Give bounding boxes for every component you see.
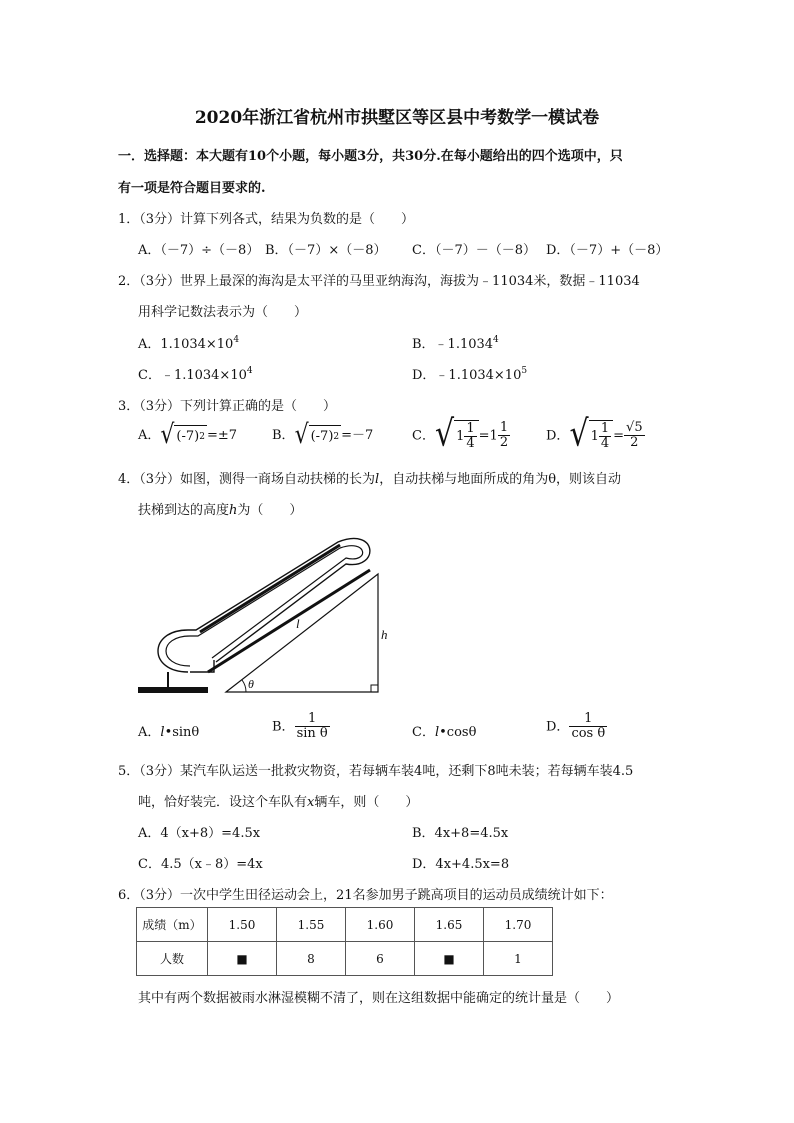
q2-b-exp: 4 [493,335,499,345]
table-cell: 1 [484,942,553,976]
q3-b-radicand: (-7) [310,429,334,444]
q3-a-rhs: =±7 [206,428,238,443]
q3-option-b [272,419,374,450]
angle-arc [242,680,246,692]
q4-stem1-a: 4．（3分）如图，测得一商场自动扶梯的长为 [118,472,376,487]
q3-d-eq: = [613,428,625,444]
q4-b-label: B． [272,719,295,735]
q2-a-exp: 4 [233,335,240,345]
q4-stem2-b: 为（ ） [237,503,303,518]
handrail-inner [166,546,363,666]
q4-option-a [138,721,199,740]
section-header-line2: 有一项是符合题目要求的. [118,181,266,196]
q1-option-b: B．（－7）×（－8） [265,243,387,258]
q4-option-d [546,712,607,742]
q3-c-rden: 2 [499,435,509,451]
q2-c-base: C．﹣1.1034×10 [138,368,247,383]
steps-band [208,570,370,672]
q5-option-a: A．4（x+8）=4.5x [138,826,261,841]
label-l: l [296,616,300,631]
q3-d-rnum: √5 [626,420,643,435]
q4-c-label: C． [412,725,435,740]
q2-option-c [138,364,253,383]
q4-a-var: l [160,725,165,740]
table-cell: 1.65 [415,908,484,942]
q3-d-den: 4 [600,436,610,452]
table-cell: 1.55 [277,908,346,942]
table-cell: 1.70 [484,908,553,942]
q5-stem2-x: x [307,795,315,810]
right-angle-mark [371,685,378,692]
table-header-cell: 人数 [137,942,208,976]
q3-c-whole: 1 [456,429,465,445]
q3-b-rhs: =－7 [341,428,374,443]
q2-d-base: D．﹣1.1034×10 [412,368,522,383]
q2-option-d [412,364,527,383]
q3-d-rden: 2 [630,435,639,451]
q3-option-c [412,413,510,456]
q3-d-num: 1 [600,421,610,436]
table-row [137,942,553,976]
table-cell: 1.60 [346,908,415,942]
table-cell: 8 [277,942,346,976]
triangle [226,574,378,692]
q3-c-rnum: 1 [499,420,509,435]
q3-d-label: D． [546,428,570,444]
q2-a-base: A．1.1034×10 [138,337,234,352]
q4-a-rest: •sinθ [164,725,200,740]
q1-option-a: A．（－7）÷（－8） [138,243,260,258]
table-cell: ■ [415,942,484,976]
q2-d-exp: 5 [521,366,528,376]
table-cell: ■ [208,942,277,976]
q3-b-label: B． [272,428,295,443]
q3-a-radicand: (-7) [176,429,200,444]
q5-stem-line1: 5．（3分）某汽车队运送一批救灾物资，若每辆车装4吨，还剩下8吨未装；若每辆车装4.5 [118,764,634,779]
q3-a-radical: √ (-7) 2 [160,419,205,450]
score-table [136,907,553,976]
q4-c-rest: •cosθ [439,725,477,740]
q2-stem-line1: 2．（3分）世界上最深的海沟是太平洋的马里亚纳海沟，海拔为﹣11034米，数据﹣11034 [118,274,640,289]
q3-c-num: 1 [466,421,475,436]
table-cell: 1.50 [208,908,277,942]
q3-a-label: A． [138,428,161,443]
q3-option-d [546,413,645,456]
q3-b-radical: √ (-7) 2 [294,419,340,450]
q4-stem1-b: ，自动扶梯与地面所成的角为θ，则该自动 [379,472,622,487]
q5-stem2-b: 辆车，则（ ） [314,795,419,810]
table-header-cell: 成绩（m） [137,908,208,942]
q3-c-label: C． [412,428,435,444]
q3-stem: 3．（3分）下列计算正确的是（ ） [118,399,337,414]
label-theta: θ [248,677,254,691]
q3-c-den: 4 [466,436,475,452]
q4-c-var: l [434,725,440,740]
q4-d-den: cos θ [571,726,606,742]
q2-b-base: B．﹣1.1034 [412,337,494,352]
q3-option-a [138,419,238,450]
q4-option-c [412,721,476,740]
q1-stem: 1．（3分）计算下列各式，结果为负数的是（ ） [118,212,415,227]
q4-b-den: sin θ [296,726,328,742]
ground-bar [138,687,208,693]
q4-stem-line1 [118,468,621,487]
q4-stem-line2 [138,499,302,518]
q4-option-b [272,712,330,742]
q3-d-whole: 1 [590,429,599,445]
table-cell: 6 [346,942,415,976]
page-title: 2020年浙江省杭州市拱墅区等区县中考数学一模试卷 [194,108,600,128]
table-row [137,908,553,942]
q4-b-num: 1 [295,712,330,727]
q5-stem2-a: 吨，恰好装完．设这个车队有 [138,795,308,810]
handrail-band [200,545,340,632]
q6-stem: 6．（3分）一次中学生田径运动会上，21名参加男子跳高项目的运动员成绩统计如下： [118,888,613,903]
label-h: h [381,627,388,642]
q4-stem1-l: l [375,472,380,487]
q2-c-exp: 4 [246,366,253,376]
q2-stem-line2: 用科学记数法表示为（ ） [138,305,308,320]
escalator-figure [128,532,388,700]
q2-option-a [138,333,239,352]
q3-c-radical: √ 1 $\frac{1}{4}$ [435,420,479,452]
q4-d-num: 1 [569,712,607,727]
q4-a-label: A． [138,725,161,740]
q5-option-b: B．4x+8=4.5x [412,826,509,841]
q1-option-c: C．（－7）－（－8） [412,243,536,258]
q1-option-d: D．（－7）+（－8） [546,243,669,258]
q3-d-radical: √ 1 $\frac{1}{4}$ [569,420,613,452]
q6-tail: 其中有两个数据被雨水淋湿模糊不清了，则在这组数据中能确定的统计量是（ ） [138,991,620,1006]
q4-d-label: D． [546,719,570,735]
q2-option-b [412,333,499,352]
q3-c-eq: =1 [478,428,498,444]
q5-option-c: C．4.5（x﹣8）=4x [138,857,263,872]
section-header-line1: 一．选择题：本大题有10个小题，每小题3分，共30分.在每小题给出的四个选项中，只 [118,149,623,164]
q5-stem-line2 [138,791,418,810]
q5-option-d: D．4x+4.5x=8 [412,857,510,872]
q4-stem2-a: 扶梯到达的高度 [138,503,230,518]
q4-stem2-h: h [229,503,238,518]
